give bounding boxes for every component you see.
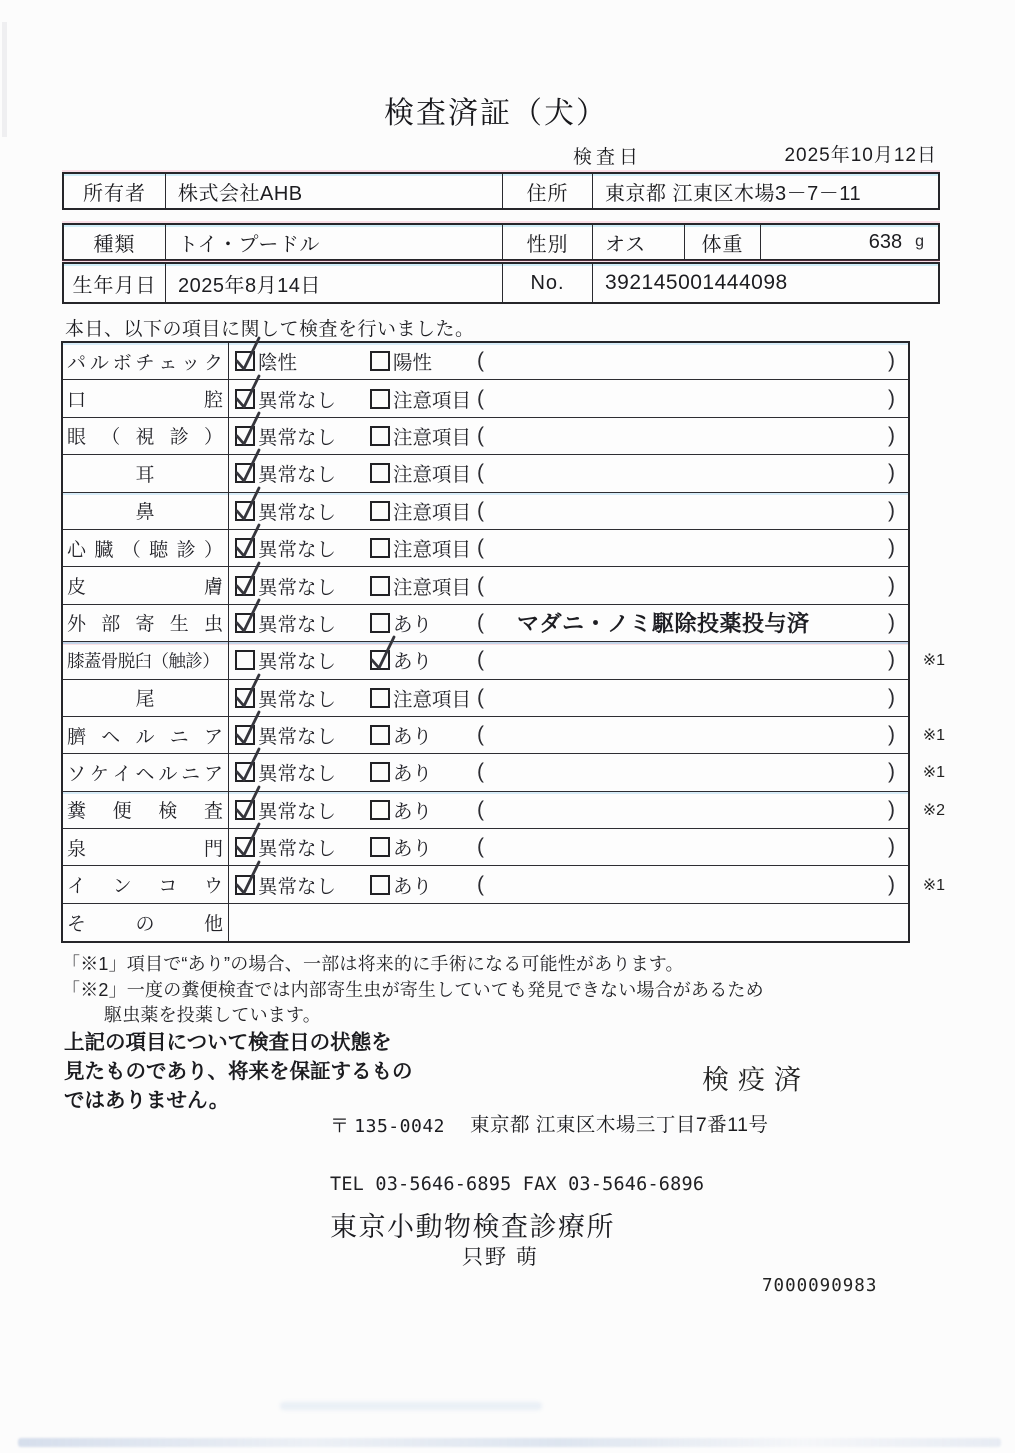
row-footnote-mark: ※1 bbox=[922, 727, 945, 745]
close-paren: ) bbox=[888, 461, 895, 485]
row-label: 眼 （ 視 診 ） bbox=[63, 418, 229, 454]
checkbox-2 bbox=[370, 875, 390, 895]
option-2-label: 注意項目 bbox=[393, 389, 472, 412]
option-2 bbox=[370, 380, 471, 416]
handwritten-check-icon bbox=[232, 709, 262, 747]
intro-sentence: 本日、以下の項目に関して検査を行いました。 bbox=[65, 319, 475, 340]
checkbox-1 bbox=[235, 426, 255, 446]
close-paren: ) bbox=[888, 723, 895, 747]
checkbox-2 bbox=[370, 613, 390, 633]
option-2 bbox=[370, 717, 432, 753]
open-paren: ( bbox=[477, 648, 484, 672]
birthdate-value: 2025年8月14日 bbox=[165, 264, 502, 302]
weight-value: 638 bbox=[868, 230, 903, 253]
handwritten-check-icon bbox=[367, 634, 397, 672]
option-2 bbox=[370, 754, 432, 790]
footnote-1: 「※1」項目で“あり”の場合、一部は将来的に手術になる可能性があります。 bbox=[62, 954, 684, 974]
handwritten-check-icon bbox=[232, 410, 262, 448]
handwritten-check-icon bbox=[232, 560, 262, 598]
row-label: 皮 膚 bbox=[63, 567, 229, 603]
option-1-label: 異常なし bbox=[258, 688, 337, 711]
row-footnote-mark: ※1 bbox=[922, 764, 945, 782]
checkbox-1 bbox=[235, 725, 255, 745]
birthdate-no-table bbox=[62, 262, 940, 304]
close-paren: ) bbox=[888, 349, 895, 373]
open-paren: ( bbox=[477, 386, 484, 410]
paren-annotation: マダニ・ノミ駆除投薬投与済 bbox=[517, 611, 810, 637]
row-options bbox=[229, 343, 908, 379]
handwritten-check-icon bbox=[232, 522, 262, 560]
checklist-table bbox=[61, 341, 945, 943]
row-footnote-mark: ※2 bbox=[922, 801, 945, 819]
row-label: 糞 便 検 査 bbox=[63, 792, 229, 828]
weight-label: 体重 bbox=[684, 225, 760, 259]
row-options bbox=[229, 754, 908, 790]
option-2-label: あり bbox=[393, 651, 433, 674]
checkbox-1 bbox=[235, 463, 255, 483]
checklist-row bbox=[63, 380, 908, 417]
checklist-row bbox=[63, 642, 945, 679]
checklist-row bbox=[63, 605, 908, 642]
sex-label: 性別 bbox=[502, 225, 592, 259]
row-label: 尾 bbox=[63, 680, 229, 716]
option-2-label: あり bbox=[393, 838, 433, 861]
row-label: ソ ケ イ ヘ ル ニ ア bbox=[63, 754, 229, 790]
breed-label: 種類 bbox=[93, 233, 136, 256]
row-options bbox=[229, 418, 908, 454]
checklist-row bbox=[63, 792, 945, 829]
open-paren: ( bbox=[477, 723, 484, 747]
postal-line bbox=[330, 1111, 445, 1138]
handwritten-check-icon bbox=[232, 821, 262, 859]
checkbox-1 bbox=[235, 613, 255, 633]
checkbox-2 bbox=[370, 463, 390, 483]
inspection-date-value: 2025年10月12日 bbox=[784, 145, 937, 166]
option-2-label: あり bbox=[393, 613, 433, 636]
row-label: 口 腔 bbox=[63, 380, 229, 416]
row-label: 臍 ヘ ル ニ ア bbox=[63, 717, 229, 753]
checkbox-1 bbox=[235, 389, 255, 409]
row-options bbox=[229, 829, 908, 865]
open-paren: ( bbox=[477, 760, 484, 784]
serial-number: 7000090983 bbox=[762, 1276, 878, 1296]
inspection-date-label: 検査日 bbox=[573, 147, 643, 168]
open-paren: ( bbox=[477, 797, 484, 821]
option-1-label: 異常なし bbox=[258, 726, 337, 749]
row-label: 外 部 寄 生 虫 bbox=[63, 605, 229, 641]
handwritten-check-icon bbox=[232, 447, 262, 485]
address-value: 東京都 江東区木場3－7－11 bbox=[592, 174, 938, 208]
option-2-label: あり bbox=[393, 763, 433, 786]
option-1-label: 異常なし bbox=[258, 539, 337, 562]
postal-mark-icon: 〒 bbox=[330, 1116, 350, 1137]
option-2-label: 注意項目 bbox=[393, 576, 472, 599]
checkbox-2 bbox=[370, 576, 390, 596]
owner-label: 所有者 bbox=[83, 182, 146, 205]
open-paren: ( bbox=[477, 423, 484, 447]
option-2 bbox=[370, 567, 471, 603]
close-paren: ) bbox=[888, 573, 895, 597]
row-options bbox=[229, 792, 908, 828]
option-1 bbox=[235, 605, 336, 641]
close-paren: ) bbox=[888, 872, 895, 896]
row-footnote-mark: ※1 bbox=[922, 876, 945, 894]
checkbox-2 bbox=[370, 762, 390, 782]
disclaimer-line-1: 上記の項目について検査日の状態を bbox=[64, 1031, 392, 1054]
option-2 bbox=[370, 343, 432, 379]
checklist-row bbox=[63, 567, 908, 604]
checkbox-1 bbox=[235, 875, 255, 895]
handwritten-check-icon bbox=[232, 335, 262, 373]
checkbox-2 bbox=[370, 501, 390, 521]
option-1-label: 異常なし bbox=[258, 838, 337, 861]
row-label: 耳 bbox=[63, 455, 229, 491]
option-1-label: 異常なし bbox=[258, 763, 337, 786]
row-options bbox=[229, 493, 908, 529]
owner-address-table bbox=[62, 172, 940, 210]
option-2 bbox=[370, 866, 432, 902]
checkbox-1 bbox=[235, 800, 255, 820]
handwritten-check-icon bbox=[232, 373, 262, 411]
checkbox-1 bbox=[235, 837, 255, 857]
scan-smudge-artifact bbox=[18, 1438, 1001, 1447]
close-paren: ) bbox=[888, 386, 895, 410]
open-paren: ( bbox=[477, 610, 484, 634]
checkbox-2 bbox=[370, 725, 390, 745]
checkbox-2 bbox=[370, 650, 390, 670]
checkbox-2 bbox=[370, 688, 390, 708]
owner-value: 株式会社AHB bbox=[165, 174, 502, 208]
handwritten-check-icon bbox=[232, 485, 262, 523]
option-1-label: 異常なし bbox=[258, 389, 337, 412]
checklist-row bbox=[63, 754, 945, 791]
checkbox-1 bbox=[235, 351, 255, 371]
option-1-label: 異常なし bbox=[258, 501, 337, 524]
close-paren: ) bbox=[888, 536, 895, 560]
row-options bbox=[229, 717, 908, 753]
footnote-2-continued: 駆虫薬を投薬しています。 bbox=[104, 1005, 321, 1025]
checklist-row bbox=[63, 343, 908, 380]
weight-unit: g bbox=[915, 233, 924, 250]
checklist-row bbox=[63, 829, 908, 866]
checkbox-2 bbox=[370, 538, 390, 558]
option-2 bbox=[370, 493, 471, 529]
checkbox-2 bbox=[370, 351, 390, 371]
option-1-label: 異常なし bbox=[258, 800, 337, 823]
scan-smudge-artifact bbox=[280, 1402, 542, 1410]
disclaimer-line-3: ではありません。 bbox=[64, 1089, 230, 1112]
quarantine-stamp: 検疫済 bbox=[702, 1065, 810, 1095]
checklist-row bbox=[63, 680, 908, 717]
row-label: イ ン コ ウ bbox=[63, 866, 229, 902]
close-paren: ) bbox=[888, 685, 895, 709]
checklist-row bbox=[63, 904, 908, 941]
row-footnote-mark: ※1 bbox=[922, 652, 945, 670]
checkbox-1 bbox=[235, 501, 255, 521]
checkbox-1 bbox=[235, 538, 255, 558]
checklist-row bbox=[63, 717, 945, 754]
row-options bbox=[229, 605, 908, 641]
option-2 bbox=[370, 680, 471, 716]
option-1 bbox=[235, 866, 336, 902]
option-2 bbox=[370, 455, 471, 491]
open-paren: ( bbox=[477, 461, 484, 485]
breed-value: トイ・プードル bbox=[165, 225, 502, 259]
handwritten-check-icon bbox=[232, 746, 262, 784]
page-title: 検査済証（犬） bbox=[384, 97, 608, 130]
option-2-label: 注意項目 bbox=[393, 464, 472, 487]
row-options bbox=[229, 530, 908, 566]
no-label: No. bbox=[502, 264, 592, 302]
open-paren: ( bbox=[477, 872, 484, 896]
option-2 bbox=[370, 829, 432, 865]
open-paren: ( bbox=[477, 349, 484, 373]
checkbox-1 bbox=[235, 650, 255, 670]
examiner-name: 只野 萌 bbox=[462, 1246, 539, 1269]
checklist-row bbox=[63, 493, 908, 530]
checkbox-1 bbox=[235, 688, 255, 708]
row-label: 膝蓋骨脱臼（触診） bbox=[63, 642, 229, 678]
option-2-label: 陽性 bbox=[393, 352, 433, 375]
row-options bbox=[229, 642, 908, 678]
close-paren: ) bbox=[888, 610, 895, 634]
checklist-row bbox=[63, 418, 908, 455]
sex-value: オス bbox=[592, 225, 684, 259]
option-2-label: 注意項目 bbox=[393, 688, 472, 711]
checkbox-1 bbox=[235, 762, 255, 782]
close-paren: ) bbox=[888, 648, 895, 672]
row-options bbox=[229, 455, 908, 491]
option-2-label: 注意項目 bbox=[393, 501, 472, 524]
close-paren: ) bbox=[888, 760, 895, 784]
option-2 bbox=[370, 418, 471, 454]
checklist-row bbox=[63, 530, 908, 567]
option-1-label: 異常なし bbox=[258, 464, 337, 487]
row-options bbox=[229, 680, 908, 716]
checkbox-2 bbox=[370, 389, 390, 409]
disclaimer-paragraph bbox=[64, 1028, 413, 1115]
row-label: 心 臓 （ 聴 診 ） bbox=[63, 530, 229, 566]
footnote-2: 「※2」一度の糞便検査では内部寄生虫が寄生していても発見できない場合があるため bbox=[62, 980, 764, 1000]
open-paren: ( bbox=[477, 573, 484, 597]
clinic-name: 東京小動物検査診療所 bbox=[330, 1212, 615, 1242]
row-label: そ の 他 bbox=[63, 904, 229, 941]
row-label: 鼻 bbox=[63, 493, 229, 529]
option-1-label: 異常なし bbox=[258, 576, 337, 599]
option-2-label: あり bbox=[393, 726, 433, 749]
checkbox-2 bbox=[370, 800, 390, 820]
handwritten-check-icon bbox=[232, 784, 262, 822]
close-paren: ) bbox=[888, 423, 895, 447]
tel-fax-line: TEL 03-5646-6895 FAX 03-5646-6896 bbox=[330, 1174, 705, 1195]
row-options bbox=[229, 866, 908, 902]
option-1-label: 異常なし bbox=[258, 875, 337, 898]
row-options bbox=[229, 567, 908, 603]
close-paren: ) bbox=[888, 835, 895, 859]
checkbox-2 bbox=[370, 426, 390, 446]
birthdate-label: 生年月日 bbox=[72, 274, 157, 297]
close-paren: ) bbox=[888, 797, 895, 821]
open-paren: ( bbox=[477, 536, 484, 560]
checklist-row bbox=[63, 455, 908, 492]
checkbox-2 bbox=[370, 837, 390, 857]
close-paren: ) bbox=[888, 498, 895, 522]
handwritten-check-icon bbox=[232, 597, 262, 635]
option-2 bbox=[370, 530, 471, 566]
open-paren: ( bbox=[477, 835, 484, 859]
option-2 bbox=[370, 792, 432, 828]
option-2 bbox=[370, 642, 432, 678]
postal-code: 135-0042 bbox=[354, 1116, 445, 1137]
no-value: 392145001444098 bbox=[592, 264, 938, 302]
disclaimer-line-2: 見たものであり、将来を保証するもの bbox=[64, 1060, 413, 1083]
option-2-label: 注意項目 bbox=[393, 539, 472, 562]
address-label: 住所 bbox=[502, 174, 592, 208]
option-1-label: 異常なし bbox=[258, 426, 337, 449]
checklist-row bbox=[63, 866, 945, 903]
handwritten-check-icon bbox=[232, 859, 262, 897]
open-paren: ( bbox=[477, 685, 484, 709]
row-options bbox=[229, 904, 908, 941]
handwritten-check-icon bbox=[232, 672, 262, 710]
breed-sex-weight-table bbox=[62, 223, 940, 261]
option-2-label: あり bbox=[393, 800, 433, 823]
open-paren: ( bbox=[477, 498, 484, 522]
option-2-label: あり bbox=[393, 875, 433, 898]
row-label: パ ル ボ チ ェ ッ ク bbox=[63, 343, 229, 379]
option-1-label: 陰性 bbox=[258, 352, 298, 375]
option-2-label: 注意項目 bbox=[393, 426, 472, 449]
office-address: 東京都 江東区木場三丁目7番11号 bbox=[470, 1114, 769, 1136]
checkbox-1 bbox=[235, 576, 255, 596]
row-label: 泉 門 bbox=[63, 829, 229, 865]
option-1-label: 異常なし bbox=[258, 651, 337, 674]
row-options bbox=[229, 380, 908, 416]
option-1-label: 異常なし bbox=[258, 613, 337, 636]
